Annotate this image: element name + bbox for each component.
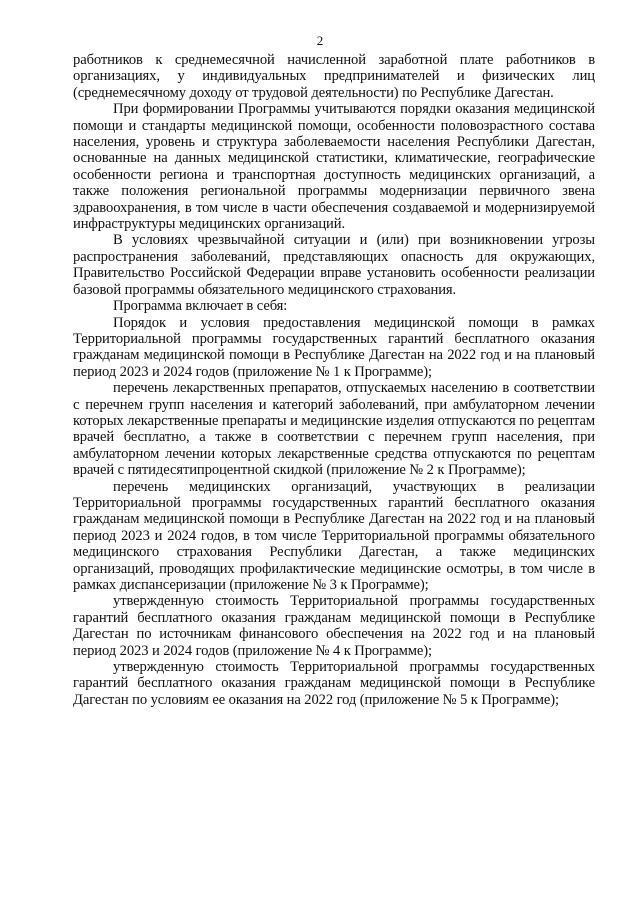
paragraph-emergency-conditions: В условиях чрезвычайной ситуации и (или) при возникновении угрозы распространения заболеваний, представляющих опасность для окружающих, Правительство Российской Федерации вправе установить особенности реализации базовой программы обязательного медицинского страхования. <box>73 232 595 298</box>
list-item-appendix-2: перечень лекарственных препаратов, отпускаемых населению в соответствии с перечнем групп населения и категорий заболеваний, при амбулаторном лечении которых лекарственные препараты и медицинские изделия отпускаются по рецептам врачей бесплатно, а также в соответствии с перечнем групп населения, при амбулаторном лечении которых лекарственные средства отпускаются по рецептам врачей с пятидесятипроцентной скидкой (приложение № 2 к Программе); <box>73 380 595 479</box>
paragraph-program-includes: Программа включает в себя: <box>113 298 288 315</box>
list-item-appendix-4: утвержденную стоимость Территориальной программы государственных гарантий бесплатного оказания гражданам медицинской помощи в Республике Дагестан по источникам финансового обеспечения на 2022 год и на плановый период 2023 и 2024 годов (приложение № 4 к Программе); <box>73 593 595 659</box>
page-number: 2 <box>316 33 324 48</box>
list-item-appendix-3: перечень медицинских организаций, участвующих в реализации Территориальной программы государственных гарантий бесплатного оказания гражданам медицинской помощи в Республике Дагестан на 2022 год и на плановый период 2023 и 2024 годов, в том числе Территориальной программы обязательного медицинского страхования Республики Дагестан, а также медицинских организаций, проводящих профилактические медицинские осмотры, в том числе в рамках диспансеризации (приложение № 3 к Программе); <box>73 478 595 593</box>
list-item-appendix-5: утвержденную стоимость Территориальной программы государственных гарантий бесплатного оказания гражданам медицинской помощи в Республике Дагестан по условиям ее оказания на 2022 год (приложение № 5 к Программе); <box>73 659 595 708</box>
paragraph-program-formation: При формировании Программы учитываются порядки оказания медицинской помощи и стандарты медицинской помощи, особенности половозрастного состава населения, уровень и структура заболеваемости населения Республики Дагестан, основанные на данных медицинской статистики, климатические, географические особенности региона и транспортная доступность медицинских организаций, а также положения региональной программы модернизации первичного звена здравоохранения, в том числе в части обеспечения создаваемой и модернизируемой инфраструктуры медицинских организаций. <box>73 101 595 233</box>
document-body <box>73 52 595 708</box>
paragraph-continuation: работников к среднемесячной начисленной заработной плате работников в организациях, у индивидуальных предпринимателей и физических лиц (среднемесячному доходу от трудовой деятельности) по Республике Дагестан. <box>73 52 595 101</box>
list-item-appendix-1: Порядок и условия предоставления медицинской помощи в рамках Территориальной программы государственных гарантий бесплатного оказания гражданам медицинской помощи в Республике Дагестан на 2022 год и на плановый период 2023 и 2024 годов (приложение № 1 к Программе); <box>73 314 595 380</box>
